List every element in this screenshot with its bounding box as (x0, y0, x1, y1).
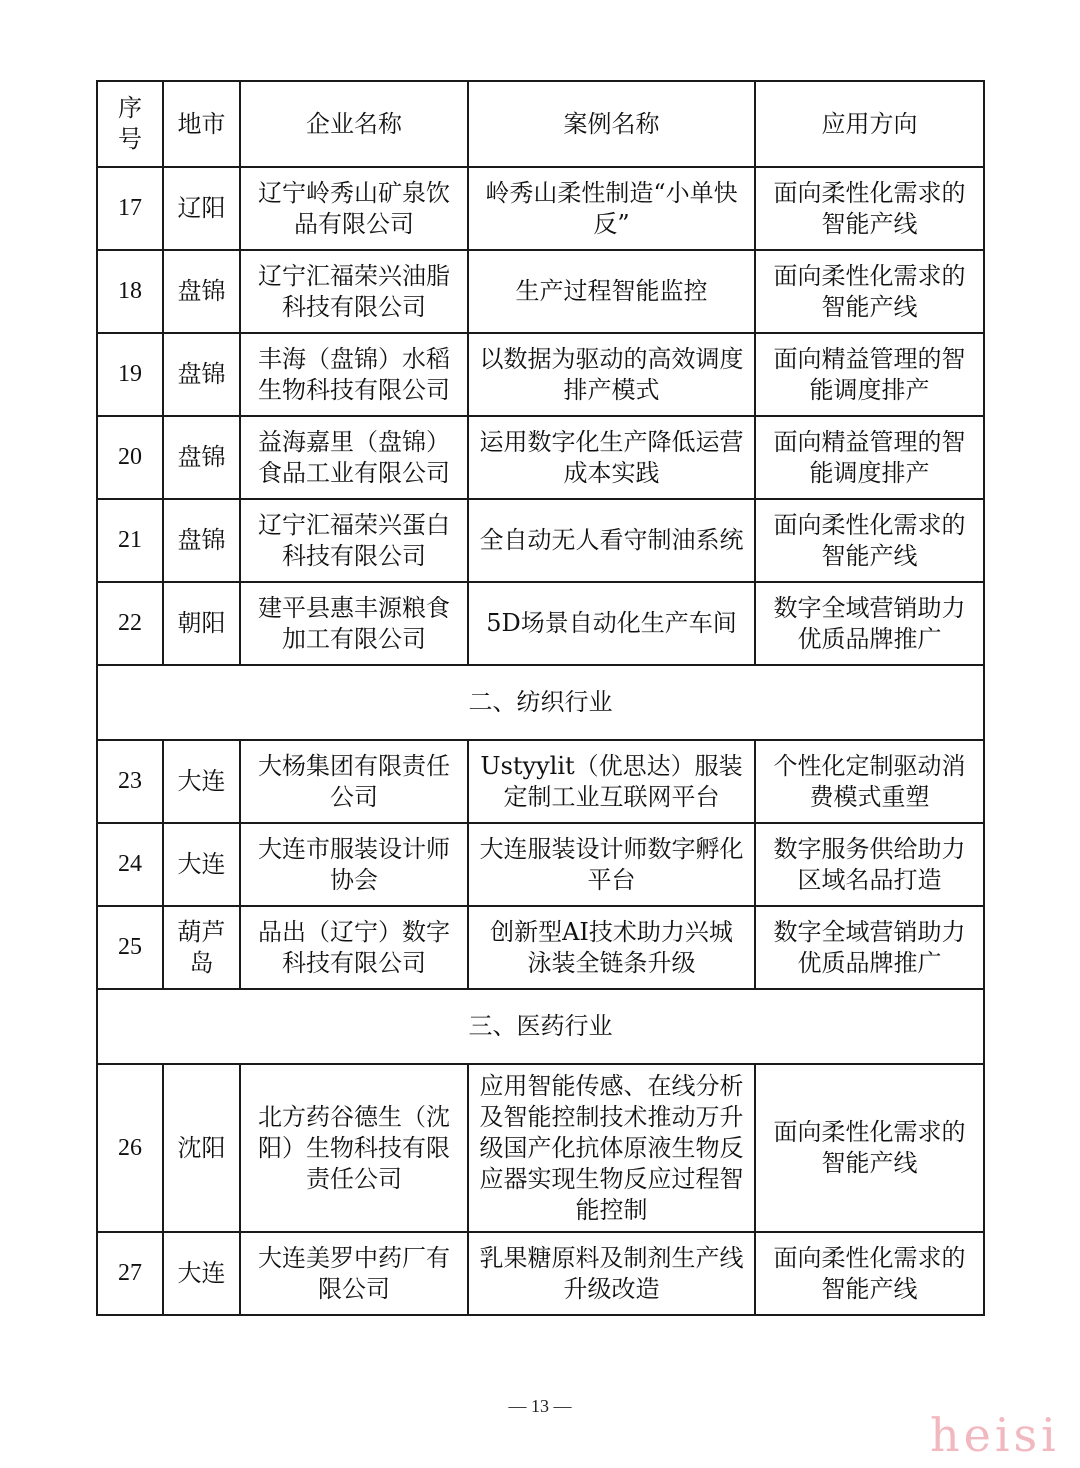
cell-case: 岭秀山柔性制造“小单快反” (468, 167, 755, 250)
cell-case: 运用数字化生产降低运营成本实践 (468, 416, 755, 499)
cell-company: 建平县惠丰源粮食加工有限公司 (240, 582, 468, 665)
cell-company: 丰海（盘锦）水稻生物科技有限公司 (240, 333, 468, 416)
case-table (96, 80, 985, 1316)
cell-city: 盘锦 (163, 333, 240, 416)
table-row (97, 250, 984, 333)
section-heading: 三、医药行业 (97, 989, 984, 1064)
cell-direction: 面向柔性化需求的智能产线 (755, 499, 984, 582)
cell-city: 大连 (163, 823, 240, 906)
cell-no: 20 (97, 416, 163, 499)
cell-company: 大杨集团有限责任公司 (240, 740, 468, 823)
cell-case: 以数据为驱动的高效调度排产模式 (468, 333, 755, 416)
cell-case: 全自动无人看守制油系统 (468, 499, 755, 582)
table-row (97, 416, 984, 499)
cell-city: 朝阳 (163, 582, 240, 665)
header-city: 地市 (163, 81, 240, 167)
cell-city: 葫芦岛 (163, 906, 240, 989)
cell-city: 辽阳 (163, 167, 240, 250)
table-row (97, 167, 984, 250)
cell-case: 生产过程智能监控 (468, 250, 755, 333)
cell-city: 大连 (163, 1232, 240, 1315)
cell-city: 沈阳 (163, 1064, 240, 1232)
cell-direction: 数字全域营销助力优质品牌推广 (755, 906, 984, 989)
table-row (97, 740, 984, 823)
cell-direction: 面向柔性化需求的智能产线 (755, 1064, 984, 1232)
cell-city: 盘锦 (163, 499, 240, 582)
cell-company: 辽宁汇福荣兴油脂科技有限公司 (240, 250, 468, 333)
cell-no: 17 (97, 167, 163, 250)
cell-company: 辽宁汇福荣兴蛋白科技有限公司 (240, 499, 468, 582)
cell-case: 乳果糖原料及制剂生产线升级改造 (468, 1232, 755, 1315)
cell-no: 25 (97, 906, 163, 989)
section-row (97, 989, 984, 1064)
header-company: 企业名称 (240, 81, 468, 167)
page-number: — 13 — (508, 1396, 572, 1416)
cell-no: 23 (97, 740, 163, 823)
cell-no: 19 (97, 333, 163, 416)
cell-no: 24 (97, 823, 163, 906)
table-row (97, 1232, 984, 1315)
cell-direction: 面向柔性化需求的智能产线 (755, 250, 984, 333)
cell-company: 大连市服装设计师协会 (240, 823, 468, 906)
table-row (97, 582, 984, 665)
table-row (97, 823, 984, 906)
section-row (97, 665, 984, 740)
cell-no: 21 (97, 499, 163, 582)
cell-case: 创新型AI技术助力兴城泳装全链条升级 (468, 906, 755, 989)
cell-company: 北方药谷德生（沈阳）生物科技有限责任公司 (240, 1064, 468, 1232)
table-row (97, 499, 984, 582)
cell-direction: 数字全域营销助力优质品牌推广 (755, 582, 984, 665)
cell-direction: 面向精益管理的智能调度排产 (755, 333, 984, 416)
cell-company: 益海嘉里（盘锦）食品工业有限公司 (240, 416, 468, 499)
table-row (97, 906, 984, 989)
cell-no: 26 (97, 1064, 163, 1232)
header-row (97, 81, 984, 167)
cell-company: 品出（辽宁）数字科技有限公司 (240, 906, 468, 989)
cell-direction: 面向柔性化需求的智能产线 (755, 1232, 984, 1315)
cell-case: 大连服装设计师数字孵化平台 (468, 823, 755, 906)
cell-no: 18 (97, 250, 163, 333)
header-direction: 应用方向 (755, 81, 984, 167)
header-case: 案例名称 (468, 81, 755, 167)
cell-case: Ustyylit（优思达）服装定制工业互联网平台 (468, 740, 755, 823)
cell-city: 盘锦 (163, 416, 240, 499)
cell-no: 22 (97, 582, 163, 665)
watermark: heisi (930, 1408, 1060, 1462)
cell-case: 5D场景自动化生产车间 (468, 582, 755, 665)
cell-company: 大连美罗中药厂有限公司 (240, 1232, 468, 1315)
cell-direction: 面向精益管理的智能调度排产 (755, 416, 984, 499)
cell-no: 27 (97, 1232, 163, 1315)
table-row (97, 333, 984, 416)
cell-direction: 个性化定制驱动消费模式重塑 (755, 740, 984, 823)
cell-city: 大连 (163, 740, 240, 823)
cell-direction: 面向柔性化需求的智能产线 (755, 167, 984, 250)
cell-case: 应用智能传感、在线分析及智能控制技术推动万升级国产化抗体原液生物反应器实现生物反应过程智能控制 (468, 1064, 755, 1232)
cell-direction: 数字服务供给助力区域名品打造 (755, 823, 984, 906)
table-row (97, 1064, 984, 1232)
header-no: 序号 (97, 81, 163, 167)
cell-city: 盘锦 (163, 250, 240, 333)
section-heading: 二、纺织行业 (97, 665, 984, 740)
cell-company: 辽宁岭秀山矿泉饮品有限公司 (240, 167, 468, 250)
